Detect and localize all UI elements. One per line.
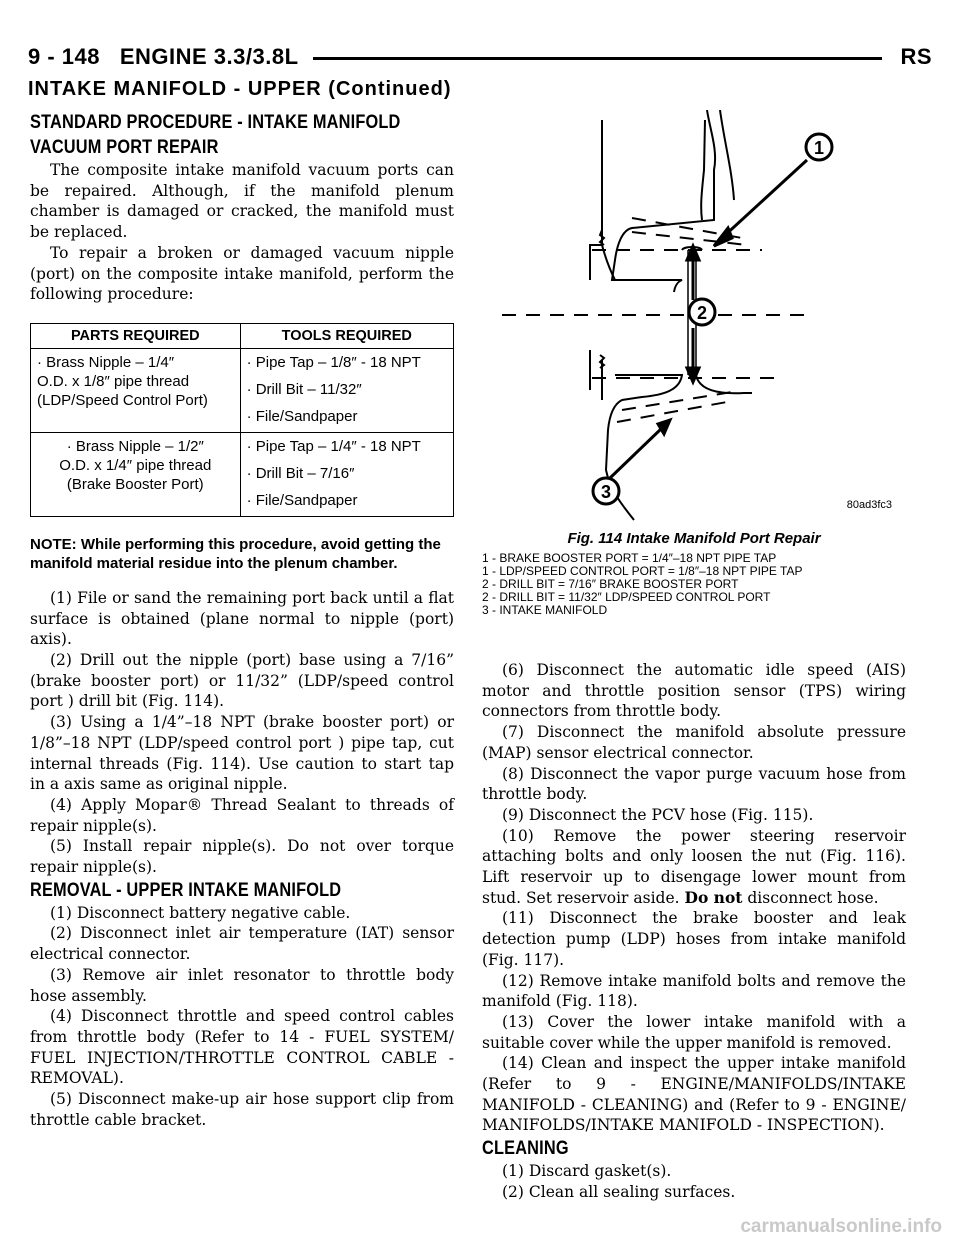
- left-column: [30, 110, 454, 1131]
- removal-step: (6) Disconnect the automatic idle speed (AIS) motor and throttle position sensor (TPS) wiring connectors from throttle body.: [482, 661, 906, 721]
- tool-item: · Drill Bit – 11/32″: [246, 380, 362, 398]
- figure-legend: [482, 552, 906, 617]
- step10-emphasis: Do not: [684, 887, 743, 907]
- upper-port-outline: [612, 110, 715, 292]
- removal-step: (5) Disconnect make-up air hose support clip from throttle cable bracket.: [30, 1090, 454, 1129]
- part-line: · Brass Nipple – 1/4″: [37, 353, 175, 371]
- part-line: · Brass Nipple – 1/2″: [66, 437, 204, 455]
- table-row: [31, 348, 454, 432]
- section-title-port-repair: [30, 110, 451, 160]
- table-cell-tools: [240, 432, 453, 516]
- removal-step: (3) Remove air inlet resonator to throttle body hose assembly.: [30, 965, 454, 1005]
- removal-step: (11) Disconnect the brake booster and leak detection pump (LDP) hoses from intake manifold (Fig. 117).: [482, 909, 906, 969]
- table-header-tools: TOOLS REQUIRED: [240, 323, 453, 348]
- removal-step: (14) Clean and inspect the upper intake manifold (Refer to 9 - ENGINE/MANIFOLDS/INTAKE MANIFOLD - CLEANING) and (Refer to 9 - ENGINE/ MANIFOLDS/INTAKE MANIFOLD - INSPECTION).: [482, 1054, 906, 1135]
- header-engine: ENGINE 3.3/3.8L: [119, 44, 299, 69]
- note-residue: NOTE: While performing this procedure, avoid getting the manifold material residue into the plenum chamber.: [30, 535, 441, 573]
- removal-step: (2) Disconnect inlet air temperature (IAT) sensor electrical connector.: [30, 924, 454, 964]
- header-rule: [313, 57, 882, 60]
- removal-step-10: [482, 826, 906, 909]
- part-line: (Brake Booster Port): [66, 475, 204, 493]
- section-title-line2: VACUUM PORT REPAIR: [30, 137, 219, 158]
- repair-step: (1) File or sand the remaining port back until a flat surface is obtained (plane normal to nipple (port) axis).: [30, 588, 454, 649]
- table-cell-part: [31, 348, 241, 432]
- right-column: [482, 660, 906, 1203]
- watermark: carmanualsonline.info: [740, 1216, 942, 1237]
- intro-paragraph-2: To repair a broken or damaged vacuum nipple (port) on the composite intake manifold, perform the following procedure:: [30, 243, 454, 304]
- figure-port-repair: [482, 110, 906, 530]
- repair-step: (2) Drill out the nipple (port) base using a 7/16” (brake booster port) or 11/32” (LDP/speed control port ) drill bit (Fig. 114).: [30, 651, 454, 711]
- removal-steps-left: [30, 903, 454, 1131]
- section-title-cleaning: CLEANING: [482, 1138, 569, 1160]
- removal-step: (8) Disconnect the vapor purge vacuum hose from throttle body.: [482, 764, 906, 804]
- step10-text: (10) Remove the power steering reservoir attaching bolts and only loosen the nut (Fig. 116). Lift reservoir up to disengage lower mount from stud. Set reservoir aside.: [482, 826, 906, 907]
- repair-step: (3) Using a 1/4”–18 NPT (brake booster port) or 1/8”–18 NPT (LDP/speed control port ) pipe tap, cut internal threads (Fig. 114). Use caution to start tap in a axis same as original nipple.: [30, 713, 454, 794]
- table-header-parts: PARTS REQUIRED: [31, 323, 241, 348]
- callout-3-label: 3: [600, 482, 612, 502]
- part-line: O.D. x 1/4″ pipe thread: [59, 456, 212, 474]
- cleaning-step: (1) Discard gasket(s).: [502, 1162, 672, 1181]
- figure-code: 80ad3fc3: [846, 499, 892, 511]
- removal-step: (13) Cover the lower intake manifold with a suitable cover while the upper manifold is removed.: [482, 1012, 906, 1052]
- table-cell-part: [31, 432, 241, 516]
- repair-step: (5) Install repair nipple(s). Do not over torque repair nipple(s).: [30, 837, 454, 877]
- removal-step: (4) Disconnect throttle and speed control cables from throttle body (Refer to 14 - FUEL SYSTEM/ FUEL INJECTION/THROTTLE CONTROL CABLE - REMOVAL).: [30, 1007, 454, 1088]
- legend-item: 1 - BRAKE BOOSTER PORT = 1/4″–18 NPT PIPE TAP: [482, 551, 777, 565]
- step10-text-end: disconnect hose.: [742, 888, 879, 907]
- part-line: (LDP/Speed Control Port): [37, 391, 208, 409]
- table-row: [31, 432, 454, 516]
- legend-item: 2 - DRILL BIT = 11/32″ LDP/SPEED CONTROL PORT: [482, 590, 771, 604]
- legend-item: 3 - INTAKE MANIFOLD: [482, 603, 608, 617]
- legend-item: 2 - DRILL BIT = 7/16″ BRAKE BOOSTER PORT: [482, 577, 739, 591]
- section-title-line1: STANDARD PROCEDURE - INTAKE MANIFOLD: [30, 112, 401, 133]
- tool-item: · Pipe Tap – 1/8″ - 18 NPT: [246, 353, 421, 371]
- part-line: O.D. x 1/8″ pipe thread: [37, 372, 190, 390]
- header-code: RS: [900, 44, 932, 69]
- legend-item: 1 - LDP/SPEED CONTROL PORT = 1/8″–18 NPT PIPE TAP: [482, 564, 803, 578]
- figure-drawing: [482, 110, 906, 530]
- section-title-removal: REMOVAL - UPPER INTAKE MANIFOLD: [30, 879, 342, 901]
- cleaning-step: (2) Clean all sealing surfaces.: [502, 1182, 736, 1201]
- page-number: 9 - 148: [28, 44, 100, 69]
- parts-tools-table: [30, 323, 454, 517]
- repair-steps: [30, 588, 454, 878]
- tool-item: · Drill Bit – 7/16″: [246, 464, 355, 482]
- tool-item: · File/Sandpaper: [246, 491, 358, 509]
- figure-caption: Fig. 114 Intake Manifold Port Repair: [567, 530, 821, 547]
- header-page-ref: [28, 44, 299, 70]
- tool-item: · File/Sandpaper: [246, 407, 358, 425]
- removal-step: (12) Remove intake manifold bolts and remove the manifold (Fig. 118).: [482, 971, 906, 1011]
- table-cell-tools: [240, 348, 453, 432]
- callout-1-label: 1: [813, 138, 825, 158]
- removal-step: (1) Disconnect battery negative cable.: [50, 903, 351, 922]
- running-head: INTAKE MANIFOLD - UPPER (Continued): [28, 78, 452, 100]
- callout-2-label: 2: [696, 303, 708, 323]
- intro-paragraph-1: The composite intake manifold vacuum ports can be repaired. Although, if the manifold plenum chamber is damaged or cracked, the manifold must be replaced.: [30, 161, 454, 242]
- removal-step: (9) Disconnect the PCV hose (Fig. 115).: [502, 805, 814, 824]
- repair-step: (4) Apply Mopar® Thread Sealant to threads of repair nipple(s).: [30, 795, 454, 835]
- removal-step: (7) Disconnect the manifold absolute pressure (MAP) sensor electrical connector.: [482, 723, 906, 762]
- tool-item: · Pipe Tap – 1/4″ - 18 NPT: [246, 437, 421, 455]
- page-header: [28, 44, 932, 70]
